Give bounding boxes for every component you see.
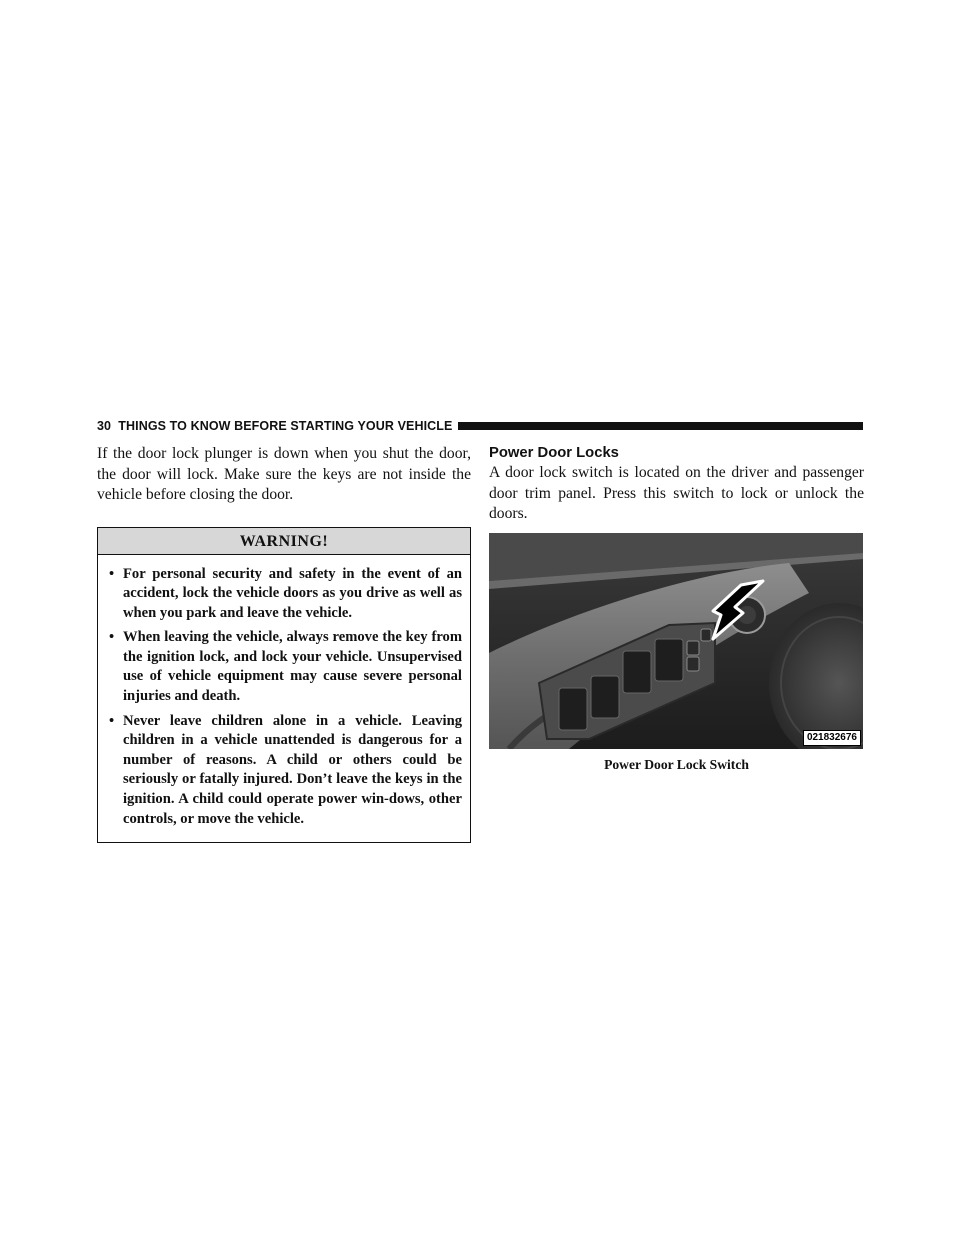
warning-item: • When leaving the vehicle, always remove the key from the ignition lock, and lock your vehicle. Unsupervised use of vehicle equipment may cause severe personal injuries and death.: [109, 628, 462, 706]
warning-item: • Never leave children alone in a vehicle. Leaving children in a vehicle unattended is dangerous for a number of reasons. A child or others could be seriously or fatally injured. Don’t leave the keys in the ignition. A child could operate power win-dows, other controls, or move the vehicle.: [109, 712, 462, 830]
page-number: 30: [97, 419, 112, 433]
page-header: [97, 418, 863, 434]
warning-item: • For personal security and safety in the event of an accident, lock the vehicle doors as you drive as well as when you park and leave the vehicle.: [109, 565, 462, 624]
figure-caption: Power Door Lock Switch: [604, 756, 749, 772]
header-rule: [458, 422, 863, 430]
warning-box: [97, 527, 471, 844]
section-heading: Power Door Locks: [489, 445, 619, 461]
warning-list: [98, 555, 470, 843]
running-section-title: THINGS TO KNOW BEFORE STARTING YOUR VEHICLE: [118, 419, 453, 433]
left-column: [97, 444, 471, 843]
door-panel-illustration: [489, 533, 863, 749]
right-column: [489, 444, 864, 773]
door-switch-photo: [489, 533, 863, 749]
intro-paragraph: If the door lock plunger is down when you shut the door, the door will lock. Make sure the keys are not inside the vehicle before closing the door.: [97, 445, 471, 503]
warning-title: WARNING!: [98, 528, 470, 555]
section-body: A door lock switch is located on the driver and passenger door trim panel. Press this switch to lock or unlock the doors.: [489, 464, 864, 522]
page-header-text: [97, 419, 452, 433]
image-id-label: 021832676: [803, 730, 861, 746]
